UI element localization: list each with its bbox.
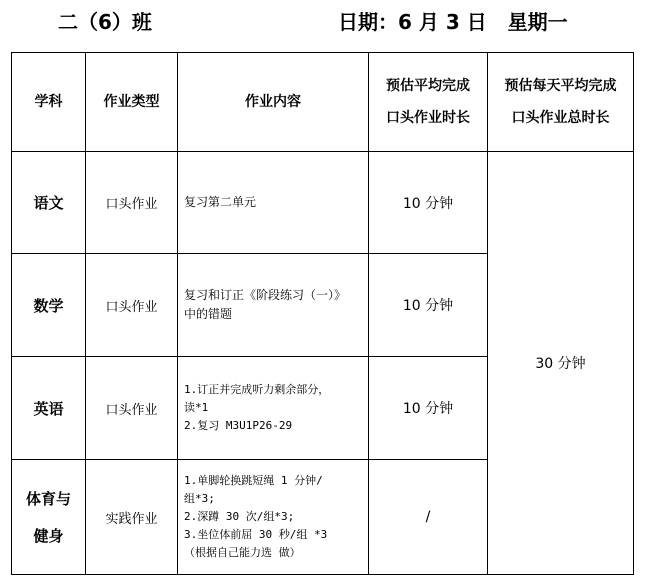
subject-cell: 英语 bbox=[12, 357, 86, 460]
content-cell bbox=[178, 357, 369, 460]
content-line: 复习和订正《阶段练习（一）》 bbox=[184, 288, 347, 302]
col-header-avg-time-line1: 预估平均完成 bbox=[386, 78, 470, 94]
homework-table bbox=[11, 52, 634, 575]
type-cell: 口头作业 bbox=[86, 357, 178, 460]
content-line: 1.订正并完成听力剩余部分， bbox=[184, 383, 330, 396]
total-time-cell: 30 分钟 bbox=[488, 152, 634, 575]
time-cell: 10 分钟 bbox=[369, 357, 488, 460]
content-line: 2.深蹲 30 次/组*3; bbox=[184, 510, 295, 523]
content-cell bbox=[178, 254, 369, 357]
subject-cell: 语文 bbox=[12, 152, 86, 254]
table-header-row bbox=[12, 53, 634, 152]
col-header-subject: 学科 bbox=[12, 53, 86, 152]
content-line: 组*3; bbox=[184, 492, 215, 505]
content-line: 复习第二单元 bbox=[184, 195, 257, 209]
content-cell bbox=[178, 460, 369, 575]
type-cell: 口头作业 bbox=[86, 152, 178, 254]
col-header-type: 作业类型 bbox=[86, 53, 178, 152]
time-cell: / bbox=[369, 460, 488, 575]
content-line: 读*1 bbox=[184, 401, 209, 414]
col-header-content: 作业内容 bbox=[178, 53, 369, 152]
subject-cell bbox=[12, 460, 86, 575]
subject-cell: 数学 bbox=[12, 254, 86, 357]
content-line: 中的错题 bbox=[184, 307, 233, 321]
col-header-total-time-line1: 预估每天平均完成 bbox=[504, 78, 617, 94]
class-label: 二（6）班 bbox=[58, 10, 152, 34]
content-line: 2.复习 M3U1P26-29 bbox=[184, 419, 293, 432]
content-line: （根据自己能力选 做） bbox=[184, 546, 301, 559]
date-label: 日期：6 月 3 日 星期一 bbox=[338, 10, 568, 34]
content-line: 1.单脚轮换跳短绳 1 分钟/ bbox=[184, 474, 323, 487]
table-row bbox=[12, 152, 634, 254]
col-header-total-time-line2: 口头作业总时长 bbox=[511, 110, 610, 126]
time-cell: 10 分钟 bbox=[369, 152, 488, 254]
content-line: 3.坐位体前屈 30 秒/组 *3 bbox=[184, 528, 328, 541]
content-cell bbox=[178, 152, 369, 254]
type-cell: 口头作业 bbox=[86, 254, 178, 357]
col-header-avg-time-line2: 口头作业时长 bbox=[386, 110, 470, 126]
col-header-total-time bbox=[488, 53, 634, 152]
time-cell: 10 分钟 bbox=[369, 254, 488, 357]
subject-line: 体育与 bbox=[25, 490, 71, 508]
subject-line: 健身 bbox=[33, 527, 64, 545]
type-cell: 实践作业 bbox=[86, 460, 178, 575]
col-header-avg-time bbox=[369, 53, 488, 152]
